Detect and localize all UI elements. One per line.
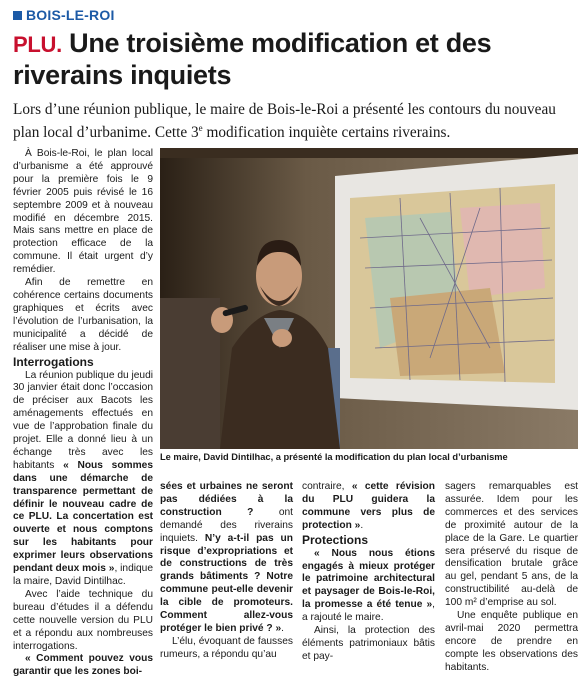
- text-run: , indique la maire, David Dintilhac.: [13, 563, 153, 587]
- subheading-protections: Protections: [302, 532, 369, 547]
- quote-bold: N’y a-t-il pas un risque d’expropriations et de constructions de très grands bâtiments ? Notre commune peut-elle devenir la cible de promoteurs. Comment allez-vous protéger le bien privé ? »: [160, 532, 293, 634]
- quote-bold: sées et urbaines ne seront pas dédiées à la construction ?: [160, 481, 293, 518]
- quote-bold: « cette révision du PLU guidera la commune vers plus de protection »: [302, 481, 436, 531]
- photo-caption: Le maire, David Dintilhac, a présenté la modification du plan local d’urbanisme: [160, 452, 508, 462]
- headline-title: Une troisième modification et des riverains inquiets: [13, 28, 492, 90]
- paragraph: Une enquête publique en avril-mai 2020 permettra encore de prendre en compte les observations des habitants.: [445, 610, 578, 673]
- paragraph: À Bois-le-Roi, le plan local d’urbanisme a été approuvé pour la première fois le 9 février 2005 puis révisé le 16 septembre 2009 et à nouveau modifié en décembre 2015. Mais sans mettre en place de protection efficace de la commune. Il était urgent d’y remédier.: [13, 148, 153, 276]
- paragraph: [302, 548, 435, 625]
- rubric-label: BOIS-LE-ROI: [26, 7, 115, 23]
- quote-bold: « Nous nous étions engagés à mieux protéger le patrimoine architectural et paysager de Bois-le-Roi, la promesse a été tenue »: [302, 547, 435, 611]
- paragraph: [13, 370, 153, 589]
- headline-kicker: PLU.: [13, 32, 62, 57]
- text-run: .: [281, 622, 284, 634]
- paragraph: [160, 481, 293, 636]
- paragraph: [302, 481, 435, 533]
- quote-bold: « Comment pouvez vous garantir que les zones boi-: [13, 653, 153, 678]
- text-run: , a rajouté le maire.: [302, 599, 435, 624]
- article-photo: [160, 148, 578, 449]
- paragraph: Avec l’aide technique du bureau d’études il a défendu cette nouvelle version du PLU et a répondu aux nombreuses interrogations.: [13, 588, 153, 652]
- quote-bold: « Nous sommes dans une démarche de transparence permettant de définir le nouveau cadre de ce PLU. La concertation est ouverte et nous comptons sur les habitants pour exprimer leurs observations pendant deux mois »: [13, 459, 153, 575]
- headline: [13, 28, 578, 91]
- photo-illustration: [160, 148, 578, 449]
- lead-text-end: modification inquiète certains riverains.: [202, 124, 451, 142]
- article-column-2: [160, 481, 293, 662]
- article-lead: [13, 100, 573, 142]
- paragraph: Afin de remettre en cohérence certains documents graphiques et écrits avec l’évolution de l’urbanisation, la municipalité a décidé de réaliser une mise à jour.: [13, 277, 153, 353]
- section-rubric: [13, 7, 115, 23]
- article-column-3: [302, 481, 435, 664]
- paragraph: [13, 653, 153, 679]
- lead-text-start: Lors d’une réunion publique, le maire de Bois-le-Roi a présenté les contours du nouveau plan local d’urbanime. Cette 3: [13, 101, 556, 142]
- article-column-1: [13, 148, 153, 679]
- text-run: La réunion publique du jeudi 30 janvier était donc l’occasion de préciser aux Bacots les aménagements effectués en vue de l’approbation finale du projet. Elle a donné lieu à un échange très avec les habitants: [13, 369, 154, 471]
- paragraph: L’élu, évoquant de fausses rumeurs, a répondu qu’au: [160, 635, 293, 660]
- rubric-square-icon: [13, 11, 22, 20]
- paragraph: Ainsi, la protection des éléments patrimoniaux bâtis et pay-: [302, 625, 435, 662]
- text-run: .: [360, 519, 364, 531]
- subheading-interrogations: Interrogations: [13, 354, 94, 369]
- article-column-4: [445, 481, 578, 675]
- text-run: contraire,: [302, 481, 352, 492]
- paragraph: sagers remarquables est assurée. Idem pour les commerces et des services de proximité autour de la place de la Gare. Le quartier sera préservé du risque de densification brutale grâce au gel, pendant 5 ans, de la constructibilité au-delà de 100 m² d’emprise au sol.: [445, 481, 578, 609]
- text-run: ont demandé des riverains inquiets.: [160, 506, 293, 544]
- lead-superscript: e: [198, 123, 203, 133]
